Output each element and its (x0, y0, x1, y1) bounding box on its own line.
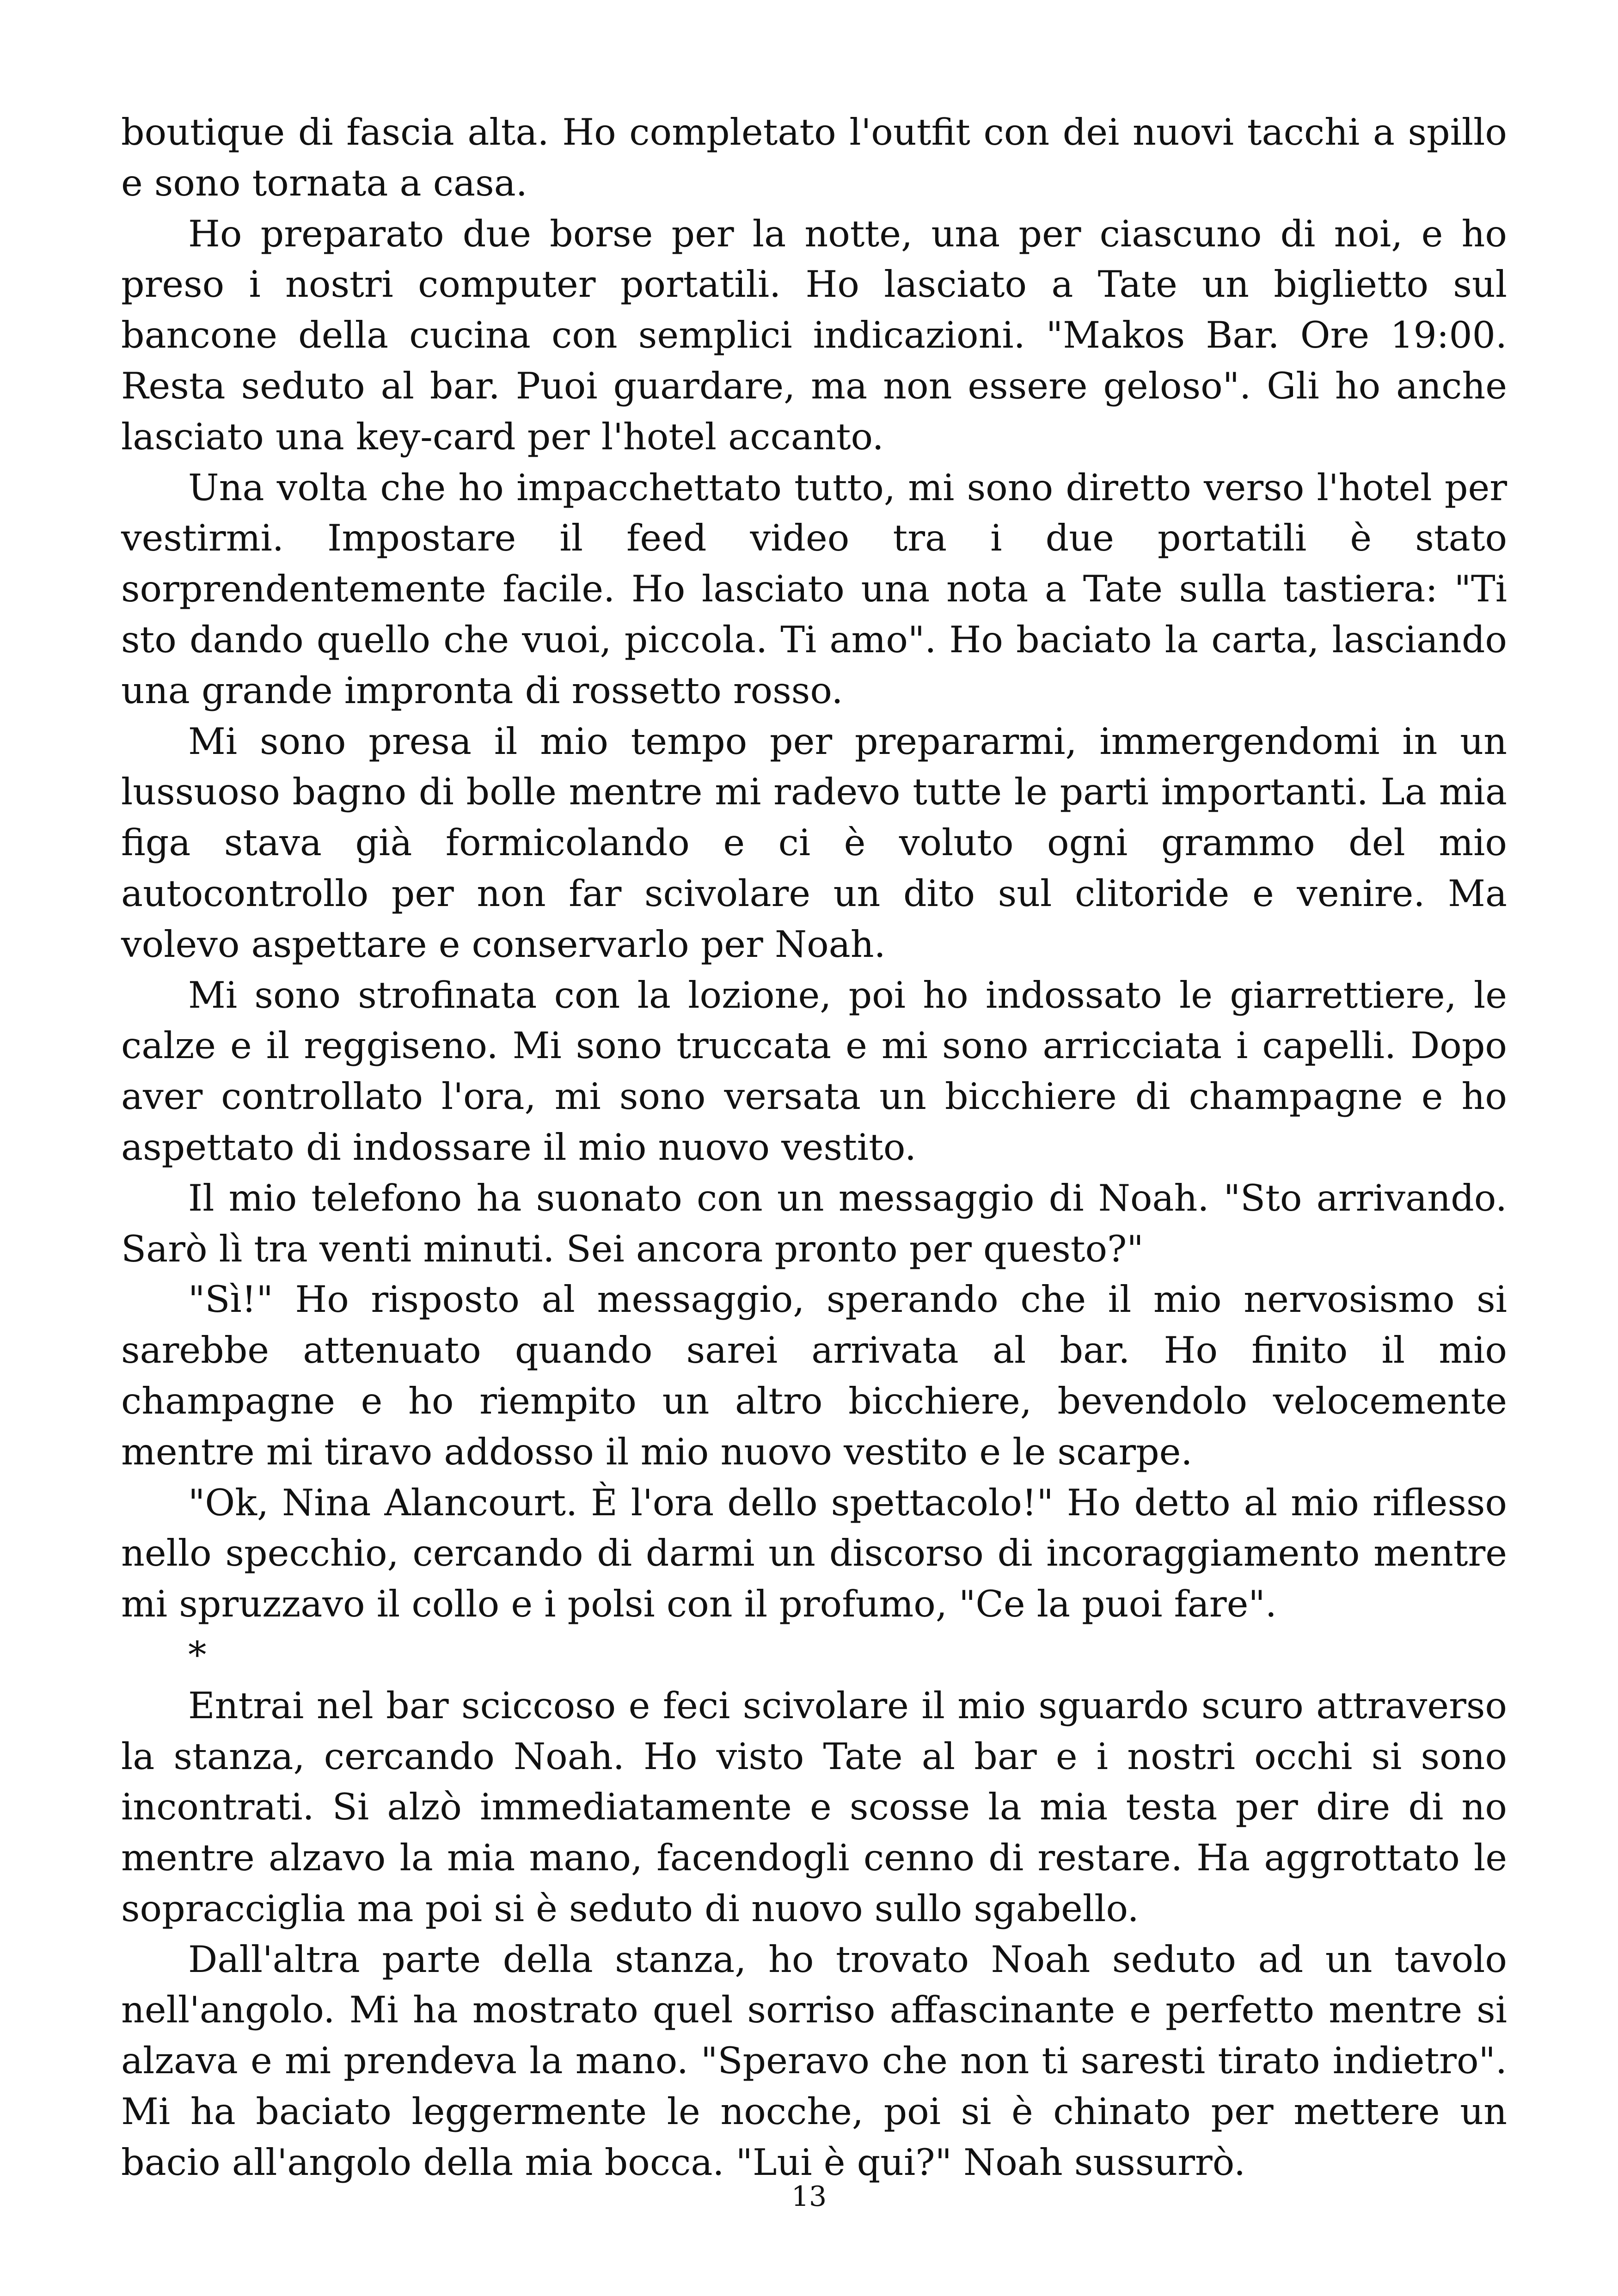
body-text (121, 107, 1507, 2188)
paragraph: Il mio telefono ha suonato con un messaggio di Noah. "Sto arrivando. Sarò lì tra venti minuti. Sei ancora pronto per questo?" (121, 1176, 1507, 1270)
scene-break: * (188, 1633, 207, 1676)
paragraph: Mi sono strofinata con la lozione, poi ho indossato le giarrettiere, le calze e il reggiseno. Mi sono truccata e mi sono arricciata i capelli. Dopo aver controllato l'ora, mi sono versata un bicchiere di champagne e ho aspettato di indossare il mio nuovo vestito. (121, 974, 1507, 1169)
page-number: 13 (791, 2180, 827, 2213)
paragraph-continuation: boutique di fascia alta. Ho completato l'outfit con dei nuovi tacchi a spillo e sono tornata a casa. (121, 111, 1507, 204)
paragraph: Mi sono presa il mio tempo per prepararmi, immergendomi in un lussuoso bagno di bolle mentre mi radevo tutte le parti importanti. La mia figa stava già formicolando e ci è voluto ogni grammo del mio autocontrollo per non far scivolare un dito sul clitoride e venire. Ma volevo aspettare e conservarlo per Noah. (121, 720, 1507, 966)
paragraph: Entrai nel bar sciccoso e feci scivolare il mio sguardo scuro attraverso la stanza, cercando Noah. Ho visto Tate al bar e i nostri occhi si sono incontrati. Si alzò immediatamente e scosse la mia testa per dire di no mentre alzavo la mia mano, facendogli cenno di restare. Ha aggrottato le sopracciglia ma poi si è seduto di nuovo sullo sgabello. (121, 1684, 1507, 1930)
paragraph: Dall'altra parte della stanza, ho trovato Noah seduto ad un tavolo nell'angolo. Mi ha mostrato quel sorriso affascinante e perfetto mentre si alzava e mi prendeva la mano. "Speravo che non ti saresti tirato indietro". Mi ha baciato leggermente le nocche, poi si è chinato per mettere un bacio all'angolo della mia bocca. "Lui è qui?" Noah sussurrò. (121, 1938, 1507, 2184)
paragraph: Ho preparato due borse per la notte, una per ciascuno di noi, e ho preso i nostri computer portatili. Ho lasciato a Tate un biglietto sul bancone della cucina con semplici indicazioni. "Makos Bar. Ore 19:00. Resta seduto al bar. Puoi guardare, ma non essere geloso". Gli ho anche lasciato una key-card per l'hotel accanto. (121, 212, 1507, 458)
paragraph: "Ok, Nina Alancourt. È l'ora dello spettacolo!" Ho detto al mio riflesso nello specchio, cercando di darmi un discorso di incoraggiamento mentre mi spruzzavo il collo e i polsi con il profumo, "Ce la puoi fare". (121, 1481, 1507, 1626)
paragraph: Una volta che ho impacchettato tutto, mi sono diretto verso l'hotel per vestirmi. Impostare il feed video tra i due portatili è stato sorprendentemente facile. Ho lasciato una nota a Tate sulla tastiera: "Ti sto dando quello che vuoi, piccola. Ti amo". Ho baciato la carta, lasciando una grande impronta di rossetto rosso. (121, 466, 1507, 712)
paragraph: "Sì!" Ho risposto al messaggio, sperando che il mio nervosismo si sarebbe attenuato quando sarei arrivata al bar. Ho finito il mio champagne e ho riempito un altro bicchiere, bevendolo velocemente mentre mi tiravo addosso il mio nuovo vestito e le scarpe. (121, 1278, 1507, 1473)
